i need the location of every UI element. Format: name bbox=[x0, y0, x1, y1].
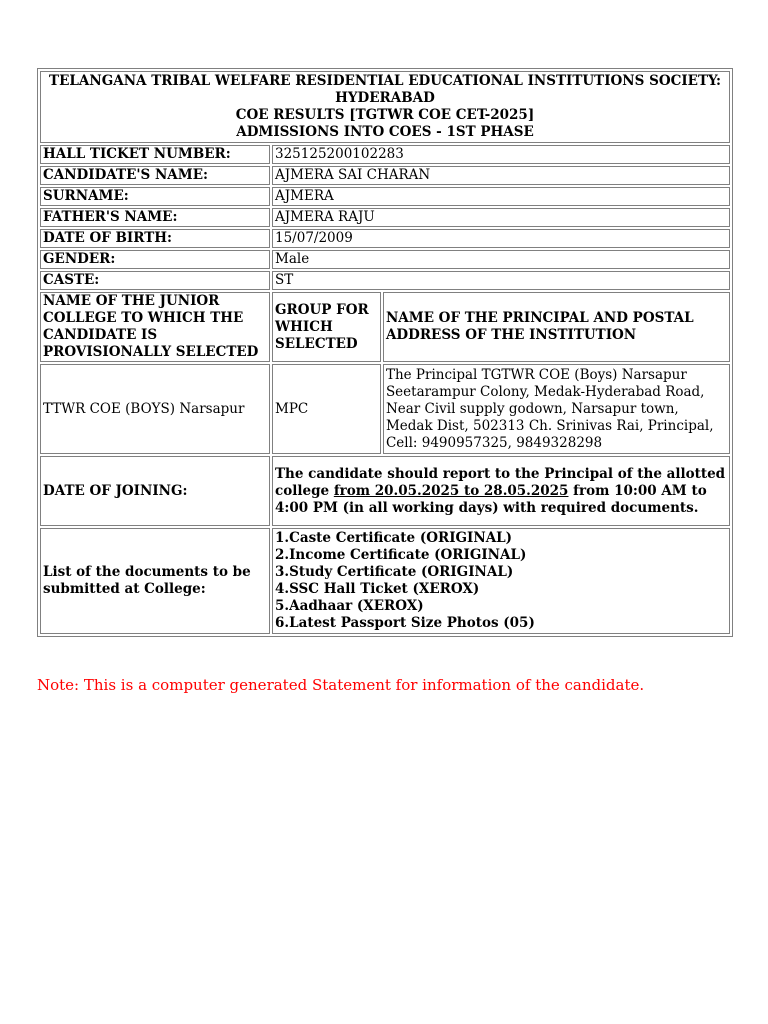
surname-value: AJMERA bbox=[272, 187, 730, 206]
document-item: 1.Caste Certificate (ORIGINAL) bbox=[275, 530, 513, 546]
joining-text-after: from 10:00 AM to 4:00 PM (in all working days) with required documents. bbox=[275, 482, 707, 516]
field-row-gender bbox=[40, 250, 730, 269]
footer-note: Note: This is a computer generated Statement for information of the candidate. bbox=[37, 676, 645, 694]
joining-row bbox=[40, 456, 730, 526]
header-line-3: COE RESULTS [TGTWR COE CET-2025] bbox=[235, 107, 535, 123]
group-name: MPC bbox=[272, 364, 381, 454]
header-cell bbox=[40, 71, 730, 143]
document-item: 2.Income Certificate (ORIGINAL) bbox=[275, 547, 527, 563]
document-item: 6.Latest Passport Size Photos (05) bbox=[275, 615, 535, 631]
father-name-value: AJMERA RAJU bbox=[272, 208, 730, 227]
header-row bbox=[40, 71, 730, 143]
document-item: 3.Study Certificate (ORIGINAL) bbox=[275, 564, 514, 580]
result-sheet bbox=[37, 68, 733, 637]
field-row-father-name bbox=[40, 208, 730, 227]
header-line-2: HYDERABAD bbox=[335, 90, 435, 106]
documents-list bbox=[272, 528, 730, 634]
hall-ticket-label: HALL TICKET NUMBER: bbox=[40, 145, 270, 164]
field-row-candidate-name bbox=[40, 166, 730, 185]
father-name-label: FATHER'S NAME: bbox=[40, 208, 270, 227]
gender-value: Male bbox=[272, 250, 730, 269]
address-header: NAME OF THE PRINCIPAL AND POSTAL ADDRESS OF THE INSTITUTION bbox=[383, 292, 730, 362]
dob-label: DATE OF BIRTH: bbox=[40, 229, 270, 248]
candidate-name-label: CANDIDATE'S NAME: bbox=[40, 166, 270, 185]
joining-text-before: The candidate should report to the Principal of the allotted college bbox=[275, 465, 726, 499]
joining-label: DATE OF JOINING: bbox=[40, 456, 270, 526]
caste-value: ST bbox=[272, 271, 730, 290]
principal-address: The Principal TGTWR COE (Boys) Narsapur Seetarampur Colony, Medak-Hyderabad Road, Near Civil supply godown, Narsapur town, Medak Dist, 502313 Ch. Srinivas Rai, Principal, Cell: 9490957325, 9849328298 bbox=[383, 364, 730, 454]
joining-dates: from 20.05.2025 to 28.05.2025 bbox=[333, 482, 569, 499]
gender-label: GENDER: bbox=[40, 250, 270, 269]
caste-label: CASTE: bbox=[40, 271, 270, 290]
field-row-surname bbox=[40, 187, 730, 206]
documents-row bbox=[40, 528, 730, 634]
document-item: 4.SSC Hall Ticket (XEROX) bbox=[275, 581, 480, 597]
joining-text bbox=[272, 456, 730, 526]
hall-ticket-value: 325125200102283 bbox=[272, 145, 730, 164]
allotment-header-row bbox=[40, 292, 730, 362]
candidate-name-value: AJMERA SAI CHARAN bbox=[272, 166, 730, 185]
field-row-hall-ticket bbox=[40, 145, 730, 164]
college-name: TTWR COE (BOYS) Narsapur bbox=[40, 364, 270, 454]
surname-label: SURNAME: bbox=[40, 187, 270, 206]
field-row-caste bbox=[40, 271, 730, 290]
documents-label: List of the documents to be submitted at College: bbox=[40, 528, 270, 634]
group-header: GROUP FOR WHICH SELECTED bbox=[272, 292, 381, 362]
dob-value: 15/07/2009 bbox=[272, 229, 730, 248]
field-row-dob bbox=[40, 229, 730, 248]
allotment-row bbox=[40, 364, 730, 454]
header-line-4: ADMISSIONS INTO COES - 1ST PHASE bbox=[236, 124, 534, 140]
result-table bbox=[37, 68, 733, 637]
college-header: NAME OF THE JUNIOR COLLEGE TO WHICH THE CANDIDATE IS PROVISIONALLY SELECTED bbox=[40, 292, 270, 362]
header-line-1: TELANGANA TRIBAL WELFARE RESIDENTIAL EDUCATIONAL INSTITUTIONS SOCIETY: bbox=[49, 73, 721, 89]
document-item: 5.Aadhaar (XEROX) bbox=[275, 598, 424, 614]
